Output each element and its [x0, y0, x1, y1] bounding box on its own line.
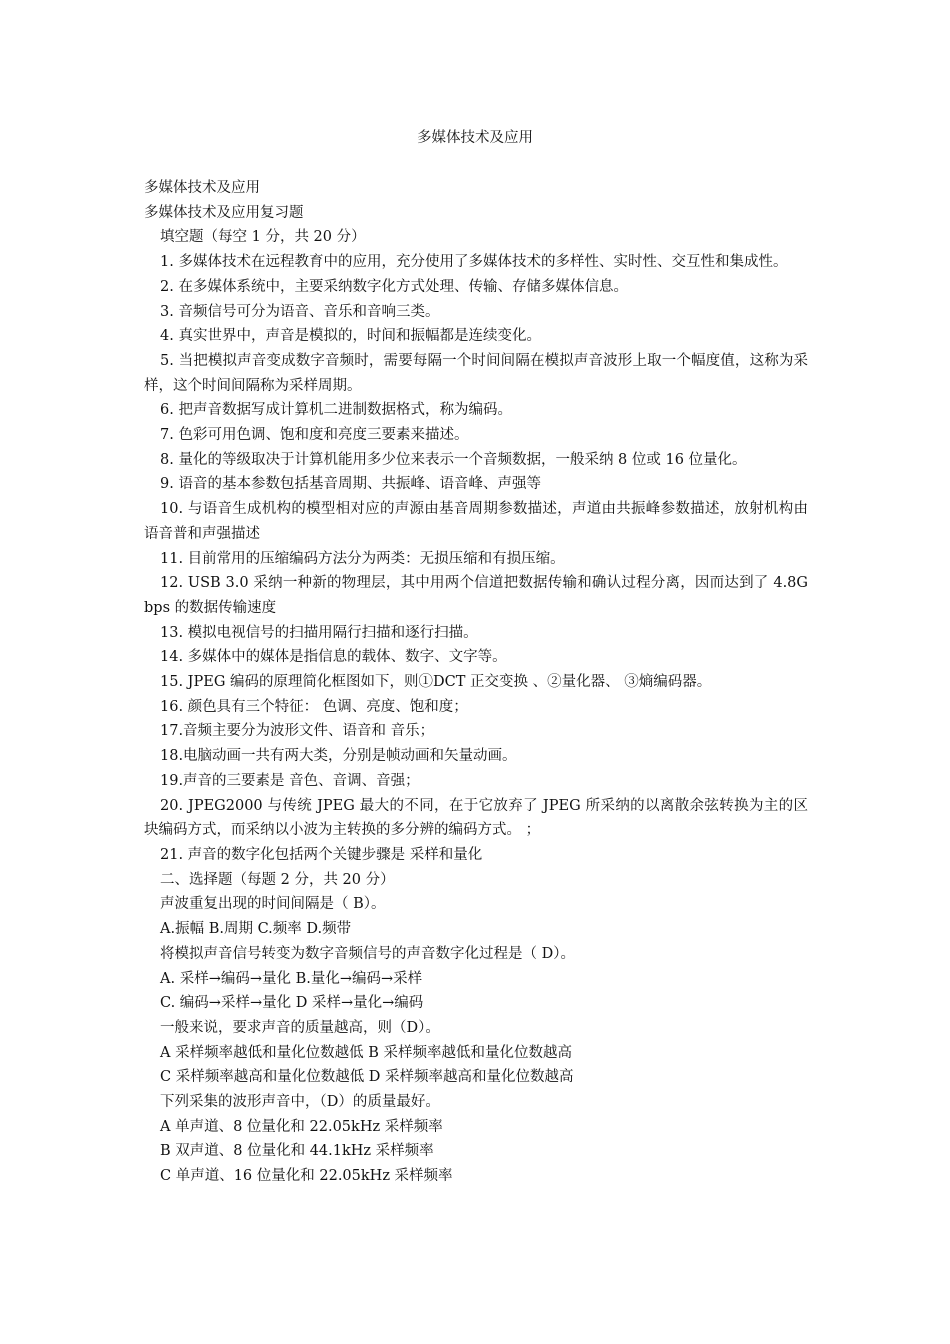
text-line: 15. JPEG 编码的原理简化框图如下，则①DCT 正交变换 、②量化器、 ③熵编码器。	[160, 674, 712, 691]
text-line: A 单声道、8 位量化和 22.05kHz 采样频率	[160, 1118, 443, 1135]
text-line: 多媒体技术及应用复习题	[144, 204, 304, 221]
text-line: 10. 与语音生成机构的模型相对应的声源由基音周期参数描述，声道由共振峰参数描述，放射机构由语音普和声强描述	[144, 501, 808, 542]
text-line: 14. 多媒体中的媒体是指信息的载体、数字、文字等。	[160, 649, 507, 666]
text-line: C 采样频率越高和量化位数越低 D 采样频率越高和量化位数越高	[160, 1069, 574, 1086]
text-line: 2. 在多媒体系统中，主要采纳数字化方式处理、传输、存储多媒体信息。	[160, 278, 628, 295]
document-title: 多媒体技术及应用	[417, 130, 533, 146]
text-line: 19.声音的三要素是 音色、音调、音强；	[160, 772, 420, 789]
text-line: 9. 语音的基本参数包括基音周期、共振峰、语音峰、声强等	[160, 476, 541, 493]
text-line: 将模拟声音信号转变为数字音频信号的声音数字化过程是（ D）。	[160, 945, 575, 962]
document-body	[144, 176, 808, 1189]
text-line: A. 采样→编码→量化 B.量化→编码→采样	[160, 970, 423, 987]
text-line: 16. 颜色具有三个特征： 色调、亮度、饱和度；	[160, 698, 468, 715]
text-line: 17.音频主要分为波形文件、语音和 音乐；	[160, 723, 435, 740]
text-line: 6. 把声音数据写成计算机二进制数据格式，称为编码。	[160, 402, 512, 419]
text-line: 一般来说，要求声音的质量越高，则（D）。	[160, 1019, 440, 1036]
text-line: 填空题（每空 1 分，共 20 分）	[160, 229, 366, 246]
text-line: 7. 色彩可用色调、饱和度和亮度三要素来描述。	[160, 427, 469, 444]
text-line: 二、选择题（每题 2 分，共 20 分）	[160, 871, 395, 888]
text-line: 11. 目前常用的压缩编码方法分为两类：无损压缩和有损压缩。	[160, 550, 565, 567]
text-line: 3. 音频信号可分为语音、音乐和音响三类。	[160, 303, 440, 320]
text-line: 18.电脑动画一共有两大类，分别是帧动画和矢量动画。	[160, 748, 517, 765]
text-line: 13. 模拟电视信号的扫描用隔行扫描和逐行扫描。	[160, 624, 478, 641]
text-line: B 双声道、8 位量化和 44.1kHz 采样频率	[160, 1143, 434, 1160]
text-line: A 采样频率越低和量化位数越低 B 采样频率越低和量化位数越高	[160, 1044, 572, 1061]
text-line: 4. 真实世界中，声音是模拟的，时间和振幅都是连续变化。	[160, 328, 541, 345]
text-line: 下列采集的波形声音中，（D）的质量最好。	[160, 1094, 440, 1111]
text-line: C. 编码→采样→量化 D 采样→量化→编码	[160, 995, 424, 1012]
text-line: 21. 声音的数字化包括两个关键步骤是 采样和量化	[160, 846, 483, 863]
text-line: 多媒体技术及应用	[144, 180, 260, 196]
text-line: 8. 量化的等级取决于计算机能用多少位来表示一个音频数据，一般采纳 8 位或 16 位量化。	[160, 451, 747, 468]
text-line: 12. USB 3.0 采纳一种新的物理层，其中用两个信道把数据传输和确认过程分离，因而达到了 4.8Gbps 的数据传输速度	[144, 575, 808, 616]
text-line: 5. 当把模拟声音变成数字音频时，需要每隔一个时间间隔在模拟声音波形上取一个幅度值，这称为采样，这个时间间隔称为采样周期。	[144, 352, 808, 394]
text-line: C 单声道、16 位量化和 22.05kHz 采样频率	[160, 1168, 453, 1185]
text-line: 声波重复出现的时间间隔是（ B）。	[160, 896, 386, 913]
text-line: 1. 多媒体技术在远程教育中的应用，充分使用了多媒体技术的多样性、实时性、交互性和集成性。	[160, 254, 788, 271]
text-line: 20. JPEG2000 与传统 JPEG 最大的不同，在于它放弃了 JPEG 所采纳的以离散余弦转换为主的区块编码方式，而采纳以小波为主转换的多分辨的编码方式。 ；	[144, 797, 808, 839]
text-line: A.振幅 B.周期 C.频率 D.频带	[160, 921, 352, 938]
